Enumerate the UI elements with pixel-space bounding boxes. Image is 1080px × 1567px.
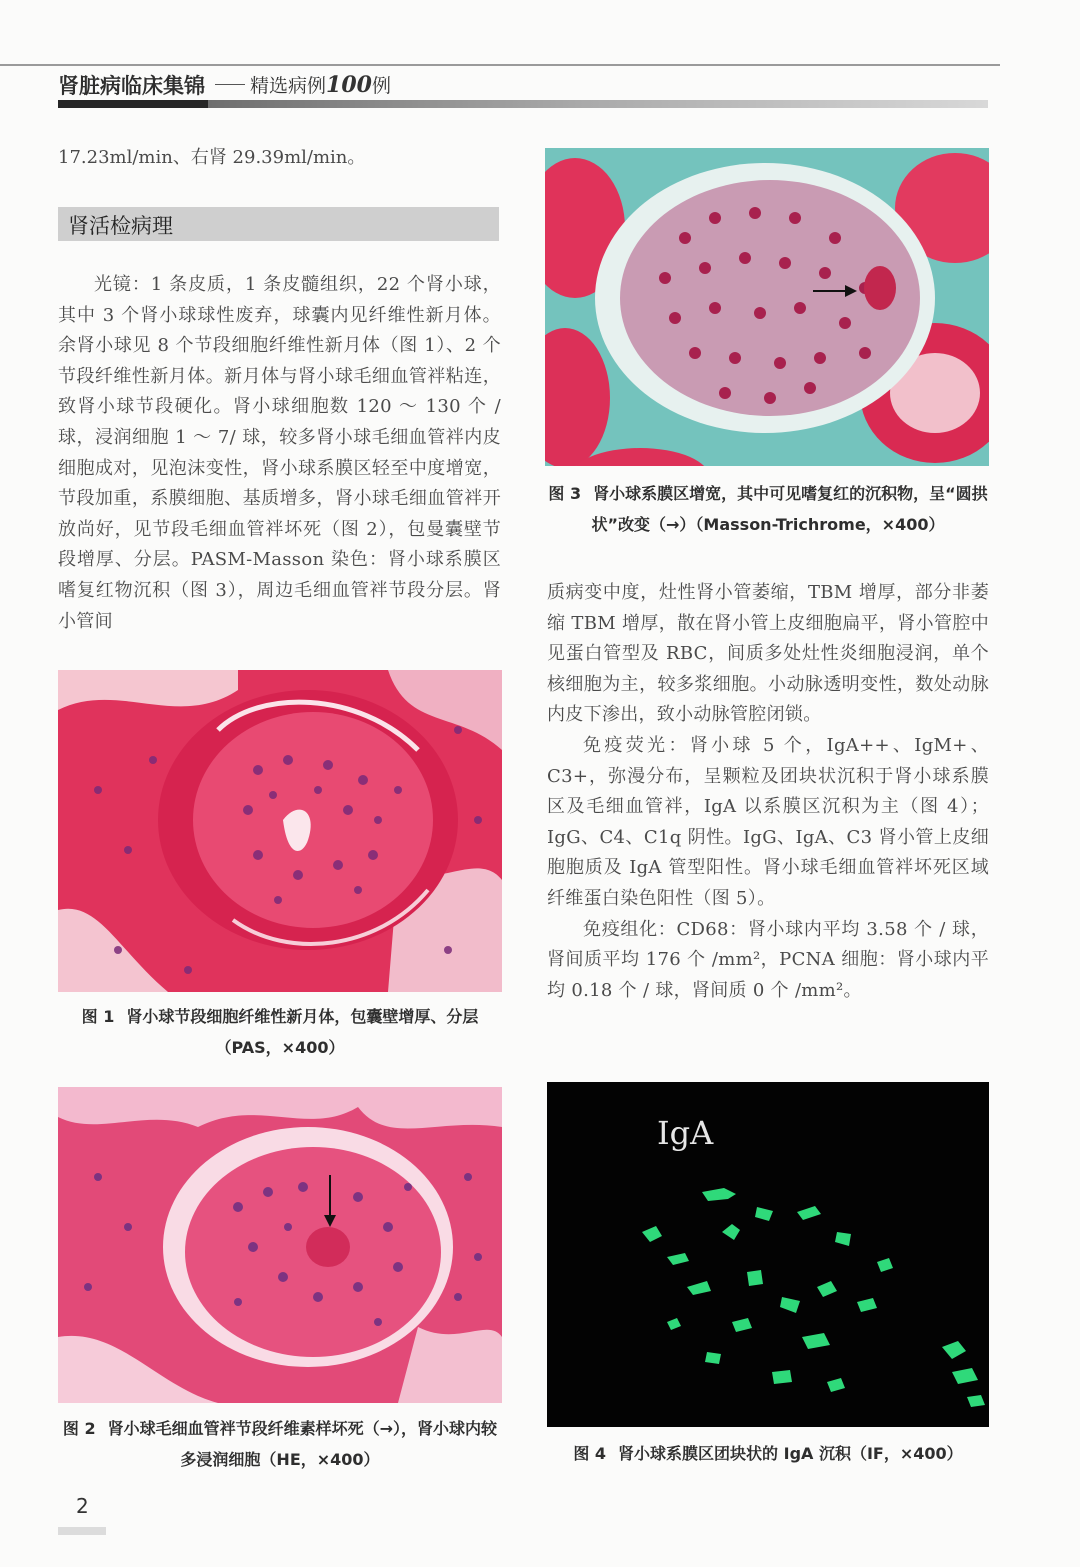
figure-4-caption — [547, 1438, 989, 1469]
figure-3-caption — [547, 478, 989, 540]
figure-label: 图 3 — [548, 484, 582, 503]
paragraph: 光镜：1 条皮质，1 条皮髓组织，22 个肾小球，其中 3 个肾小球球性废弃，球囊内见纤维性新月体。余肾小球见 8 个节段细胞纤维性新月体（图 1）、2 个节段纤维性新月体。新月体与肾小球毛细血管袢粘连，致肾小球节段硬化。肾小球细胞数 120 ～ 130 个 / 球，浸润细胞 1 ～ 7/ 球，较多肾小球毛细血管袢内皮细胞成对，见泡沫变性，肾小球系膜区轻至中度增宽，节段加重，系膜细胞、基质增多，肾小球毛细血管袢开放尚好，见节段毛细血管袢坏死（图 2），包曼囊壁节段增厚、分层。PASM-Masson 染色：肾小球系膜区嗜复红物沉积（图 3），周边毛细血管袢节段分层。肾小管间 — [58, 274, 501, 632]
paragraph: 质病变中度，灶性肾小管萎缩，TBM 增厚，部分非萎缩 TBM 增厚，散在肾小管上皮细胞扁平，肾小管腔中见蛋白管型及 RBC，间质多处灶性炎细胞浸润，单个核细胞为主，较多浆细胞。小动脉透明变性，数处动脉内皮下渗出，致小动脉管腔闭锁。 — [547, 582, 989, 726]
figure-label: 图 2 — [62, 1419, 96, 1438]
section-heading — [58, 207, 499, 241]
intro-line: 17.23ml/min、右肾 29.39ml/min。 — [58, 147, 366, 168]
pas-micrograph — [58, 670, 502, 992]
figure-1-caption — [60, 1001, 500, 1063]
book-subtitle — [250, 71, 391, 98]
header-bar — [58, 100, 988, 108]
page-number-bar — [58, 1527, 106, 1535]
caption-text: 肾小球系膜区团块状的 IgA 沉积（IF，×400） — [618, 1444, 963, 1463]
column-2-text — [547, 578, 989, 1006]
subtitle-suffix: 例 — [371, 75, 391, 97]
paragraph: 免疫荧光：肾小球 5 个，IgA++、IgM+、C3+，弥漫分布，呈颗粒及团块状沉积于肾小球系膜区及毛细血管袢，IgA 以系膜区沉积为主（图 4）；IgG、C4、C1q 阴性。IgG、IgA、C3 肾小管上皮细胞胞质及 IgA 管型阳性。肾小球毛细血管袢坏死区域纤维蛋白染色阳性（图 5）。 — [547, 734, 989, 909]
paragraph: 免疫组化：CD68：肾小球内平均 3.58 个 / 球，肾间质平均 176 个 /mm²，PCNA 细胞：肾小球内平均 0.18 个 / 球，肾间质 0 个 /mm²。 — [547, 918, 989, 1001]
masson-micrograph — [545, 148, 989, 466]
figure-4-image — [547, 1082, 989, 1427]
header-dash — [215, 84, 245, 85]
page-number: 2 — [76, 1494, 89, 1518]
column-1-text — [58, 270, 501, 637]
header-rule — [0, 64, 1000, 66]
figure-2-caption — [60, 1413, 500, 1475]
figure-label: 图 1 — [81, 1007, 115, 1026]
he-micrograph — [58, 1087, 502, 1403]
figure-1-image — [58, 670, 502, 992]
figure-3-image — [545, 148, 989, 466]
caption-text: 肾小球节段细胞纤维性新月体，包囊壁增厚、分层（PAS，×400） — [126, 1007, 479, 1057]
iga-overlay-label: IgA — [657, 1114, 714, 1152]
book-title: 肾脏病临床集锦 — [58, 74, 205, 98]
subtitle-prefix: 精选病例 — [250, 75, 327, 97]
caption-text: 肾小球毛细血管袢节段纤维素样坏死（→），肾小球内较多浸润细胞（HE，×400） — [107, 1419, 498, 1469]
caption-text: 肾小球系膜区增宽，其中可见嗜复红的沉积物，呈“圆拱状”改变（→）（Masson-Trichrome，×400） — [591, 484, 988, 534]
subtitle-number: 100 — [326, 72, 372, 98]
figure-label: 图 4 — [573, 1444, 607, 1463]
figure-2-image — [58, 1087, 502, 1403]
iga-fluorescence-image — [547, 1082, 989, 1427]
section-title: 肾活检病理 — [68, 214, 173, 238]
